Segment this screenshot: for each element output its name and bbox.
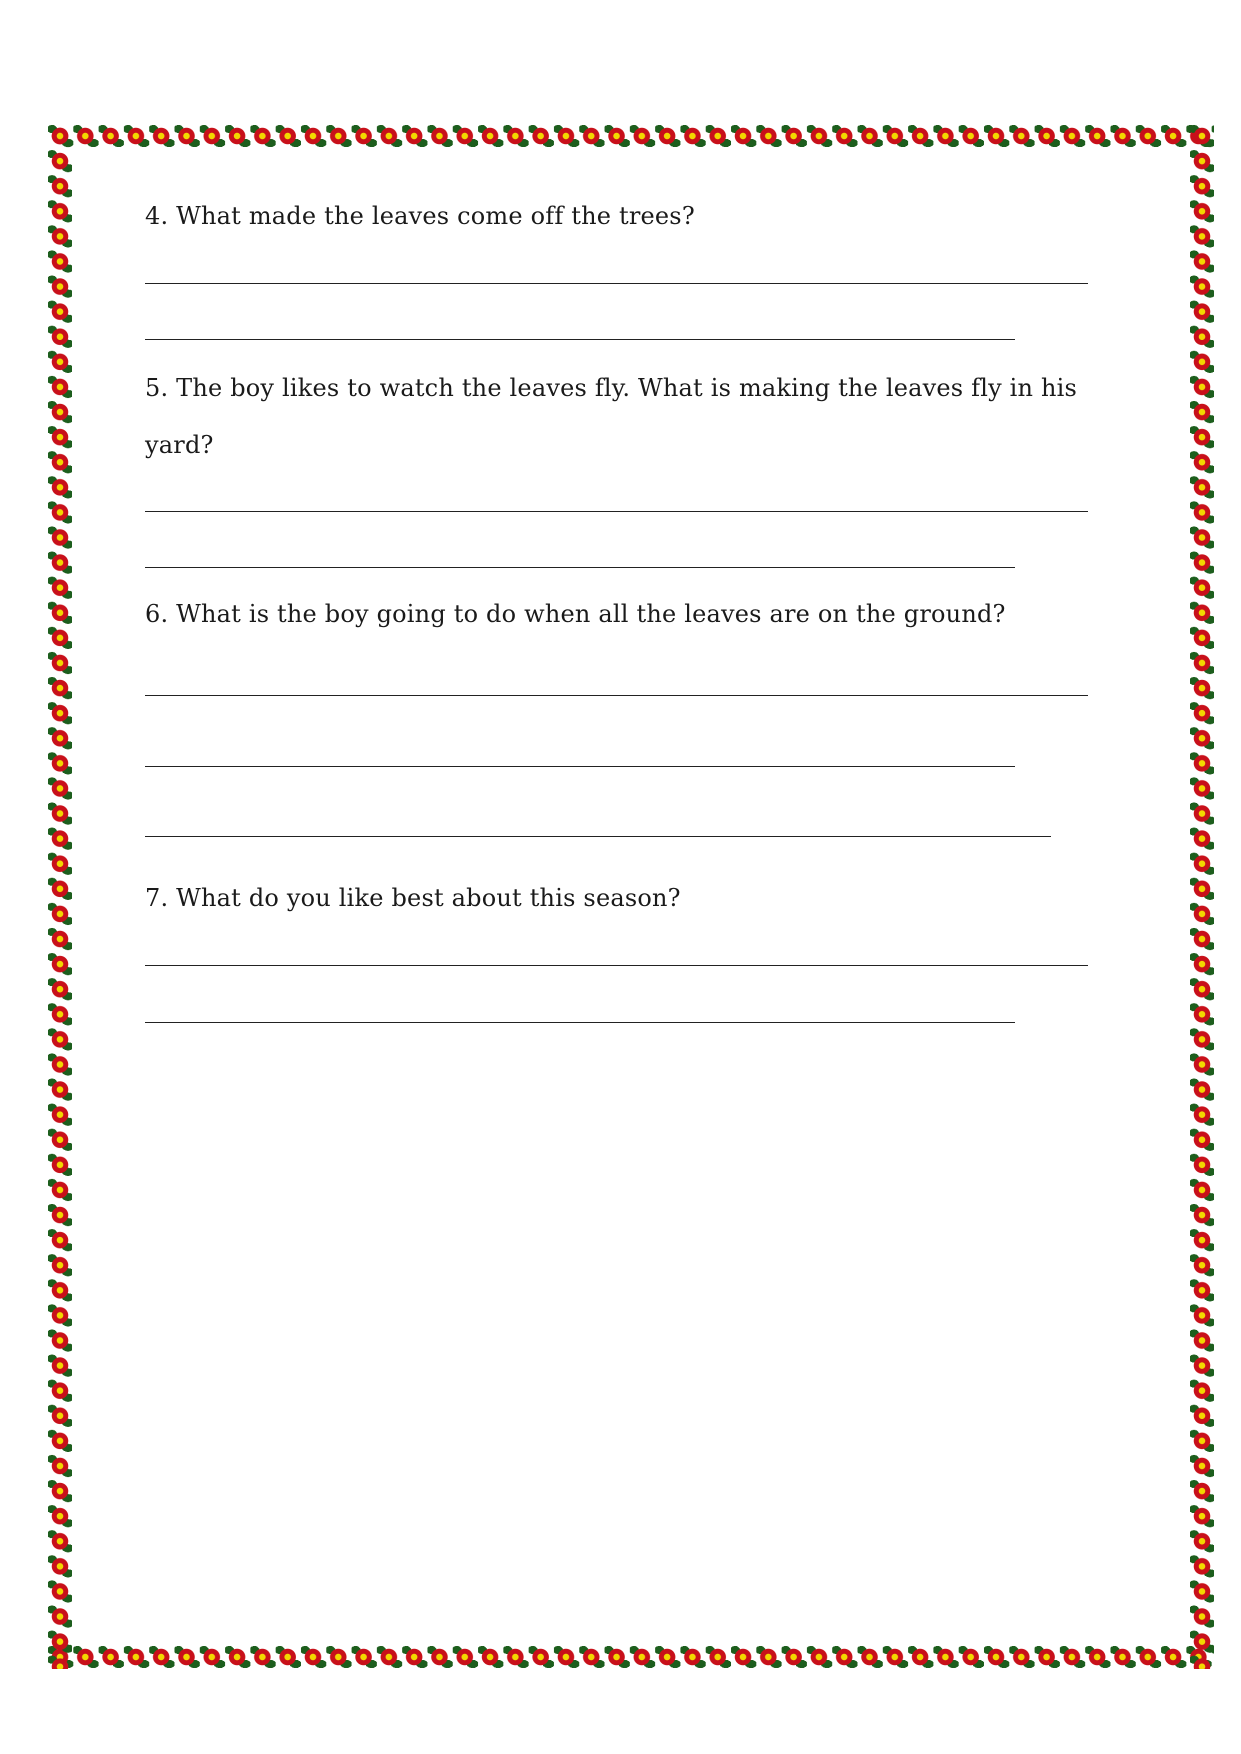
answer-line-q4-2[interactable] — [145, 339, 1015, 340]
question-4: 4. What made the leaves come off the trees? — [145, 202, 695, 230]
question-7: 7. What do you like best about this season? — [145, 884, 681, 912]
flower-border-bottom — [48, 1645, 1214, 1669]
answer-line-q6-2[interactable] — [145, 766, 1015, 767]
question-5-line-1: 5. The boy likes to watch the leaves fly. What is making the leaves fly in his — [145, 374, 1078, 402]
answer-line-q7-1[interactable] — [145, 965, 1088, 966]
flower-border-top — [48, 124, 1214, 148]
answer-line-q6-3[interactable] — [145, 836, 1051, 837]
answer-line-q5-2[interactable] — [145, 567, 1015, 568]
answer-line-q5-1[interactable] — [145, 511, 1088, 512]
flower-border-left — [48, 124, 72, 1669]
answer-line-q7-2[interactable] — [145, 1022, 1015, 1023]
answer-line-q4-1[interactable] — [145, 283, 1088, 284]
question-5-line-2: yard? — [145, 431, 214, 459]
answer-line-q6-1[interactable] — [145, 695, 1088, 696]
question-6: 6. What is the boy going to do when all the leaves are on the ground? — [145, 600, 1006, 628]
flower-border-right — [1190, 124, 1214, 1669]
